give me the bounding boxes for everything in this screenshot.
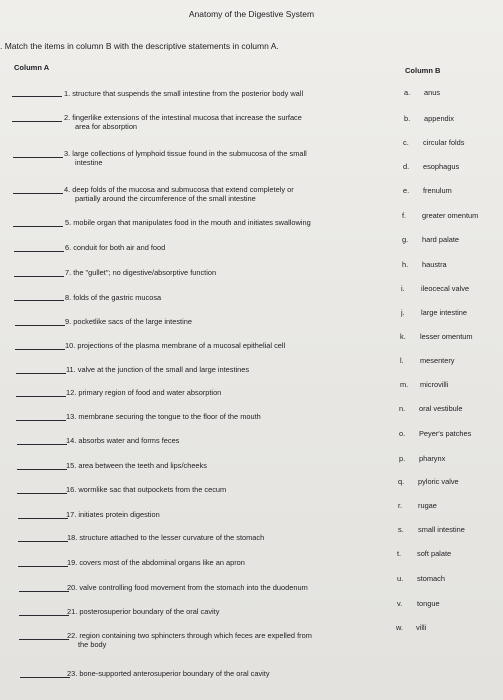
statement-item — [65, 269, 216, 278]
option-item — [398, 525, 465, 534]
answer-blank[interactable] — [19, 639, 69, 640]
statement-text: 10. projections of the plasma membrane of a mucosal epithelial cell — [65, 341, 286, 350]
option-term: lesser omentum — [420, 332, 473, 341]
statement-item — [67, 559, 245, 568]
statement-text: 11. valve at the junction of the small and large intestines — [66, 365, 250, 374]
answer-blank[interactable] — [17, 444, 67, 445]
option-item — [399, 429, 471, 438]
statement-text-continued: partially around the circumference of the small intestine — [75, 193, 256, 203]
option-term: appendix — [424, 114, 454, 123]
statement-text: 16. wormlike sac that outpockets from the cecum — [66, 485, 227, 494]
option-term: microvilli — [420, 380, 449, 389]
option-item — [402, 235, 459, 244]
option-letter: b. — [404, 114, 411, 123]
option-term: ileocecal valve — [421, 284, 470, 293]
answer-blank[interactable] — [16, 420, 66, 421]
statement-item — [67, 670, 270, 679]
statement-item — [66, 437, 179, 446]
answer-blank[interactable] — [14, 251, 64, 252]
option-letter: m. — [400, 380, 409, 389]
option-item — [398, 501, 437, 510]
statement-item — [64, 90, 303, 99]
option-term: large intestine — [421, 308, 468, 317]
statement-text: 7. the "gullet"; no digestive/absorptive function — [65, 268, 217, 277]
option-item — [404, 114, 454, 123]
statement-item — [64, 186, 294, 203]
option-letter: p. — [399, 454, 406, 463]
option-letter: j. — [401, 308, 405, 317]
option-item — [403, 162, 459, 171]
option-item — [399, 404, 463, 413]
answer-blank[interactable] — [17, 493, 67, 494]
option-term: pharynx — [419, 454, 446, 463]
statement-text: 18. structure attached to the lesser curvature of the stomach — [67, 533, 265, 542]
option-letter: c. — [403, 138, 409, 147]
option-item — [401, 308, 467, 317]
statement-item — [67, 608, 219, 617]
statement-text: 22. region containing two sphincters through which feces are expelled from — [67, 631, 312, 640]
option-letter: k. — [400, 332, 406, 341]
statement-text: 20. valve controlling food movement from the stomach into the duodenum — [67, 583, 308, 592]
option-letter: w. — [396, 623, 403, 632]
answer-blank[interactable] — [20, 677, 70, 678]
option-item — [402, 211, 478, 220]
statement-item — [64, 150, 307, 167]
option-letter: n. — [399, 404, 406, 413]
worksheet-title: Anatomy of the Digestive System — [188, 9, 315, 19]
option-term: anus — [424, 88, 441, 97]
answer-blank[interactable] — [13, 193, 63, 194]
statement-text: 12. primary region of food and water absorption — [66, 388, 222, 397]
answer-blank[interactable] — [13, 226, 63, 227]
statement-text: 6. conduit for both air and food — [65, 243, 166, 252]
option-term: small intestine — [418, 525, 465, 534]
option-term: rugae — [418, 501, 437, 510]
option-term: villi — [416, 623, 427, 632]
option-item — [400, 380, 448, 389]
option-item — [402, 260, 447, 269]
statement-text: 3. large collections of lymphoid tissue found in the submucosa of the small — [64, 149, 307, 158]
option-term: oral vestibule — [419, 404, 463, 413]
option-term: haustra — [422, 260, 447, 269]
option-letter: h. — [402, 260, 409, 269]
statement-text: 5. mobile organ that manipulates food in the mouth and initiates swallowing — [65, 218, 311, 227]
option-letter: i. — [401, 284, 405, 293]
statement-item — [67, 632, 312, 649]
statement-text: 17. initiates protein digestion — [66, 510, 160, 519]
statement-item — [65, 219, 311, 228]
instruction-text: . Match the items in column B with the descriptive statements in column A. — [0, 41, 279, 51]
option-item — [397, 549, 451, 558]
option-letter: t. — [397, 549, 402, 558]
statement-text: 8. folds of the gastric mucosa — [65, 293, 162, 302]
statement-item — [67, 534, 264, 543]
statement-item — [67, 584, 308, 593]
answer-blank[interactable] — [18, 566, 68, 567]
option-term: Peyer's patches — [419, 429, 472, 438]
statement-text-continued: intestine — [75, 157, 103, 167]
option-letter: s. — [398, 525, 404, 534]
option-item — [398, 477, 459, 486]
answer-blank[interactable] — [18, 518, 68, 519]
column-b-header: Column B — [405, 66, 441, 75]
statement-text: 9. pocketlike sacs of the large intestine — [65, 317, 192, 326]
option-term: greater omentum — [422, 211, 479, 220]
option-item — [399, 454, 445, 463]
statement-text: 23. bone-supported anterosuperior boundary of the oral cavity — [67, 669, 270, 678]
option-item — [396, 623, 426, 632]
statement-text: 21. posterosuperior boundary of the oral cavity — [67, 607, 220, 616]
answer-blank[interactable] — [16, 396, 66, 397]
statement-text: 14. absorbs water and forms feces — [66, 436, 180, 445]
answer-blank[interactable] — [15, 325, 65, 326]
statement-item — [65, 342, 285, 351]
option-term: esophagus — [423, 162, 460, 171]
option-letter: a. — [404, 88, 411, 97]
option-letter: o. — [399, 429, 406, 438]
statement-text: 1. structure that suspends the small intestine from the posterior body wall — [64, 89, 304, 98]
option-term: mesentery — [420, 356, 455, 365]
option-item — [397, 574, 445, 583]
statement-item — [66, 486, 226, 495]
answer-blank[interactable] — [12, 96, 62, 97]
option-letter: q. — [398, 477, 405, 486]
option-item — [403, 138, 464, 147]
statement-text-continued: area for absorption — [75, 121, 138, 131]
option-term: hard palate — [422, 235, 459, 244]
answer-blank[interactable] — [16, 373, 66, 374]
answer-blank[interactable] — [19, 615, 69, 616]
statement-text: 13. membrane securing the tongue to the floor of the mouth — [66, 412, 261, 421]
option-item — [404, 88, 440, 97]
option-letter: e. — [403, 186, 410, 195]
answer-blank[interactable] — [13, 157, 63, 158]
option-letter: v. — [397, 599, 403, 608]
option-letter: u. — [397, 574, 404, 583]
option-letter: l. — [400, 356, 404, 365]
option-item — [403, 186, 452, 195]
option-item — [400, 332, 473, 341]
statement-text: 2. fingerlike extensions of the intestinal mucosa that increase the surface — [64, 113, 302, 122]
statement-item — [65, 244, 165, 253]
option-term: tongue — [417, 599, 440, 608]
answer-blank[interactable] — [19, 591, 69, 592]
option-term: stomach — [417, 574, 445, 583]
statement-item — [64, 114, 302, 131]
statement-item — [66, 462, 207, 471]
answer-blank[interactable] — [14, 300, 64, 301]
statement-item — [66, 511, 160, 520]
statement-text: 15. area between the teeth and lips/cheeks — [66, 461, 207, 470]
option-letter: f. — [402, 211, 407, 220]
option-item — [400, 356, 455, 365]
option-item — [401, 284, 469, 293]
option-letter: d. — [403, 162, 410, 171]
statement-text: 4. deep folds of the mucosa and submucosa that extend completely or — [64, 185, 294, 194]
option-term: frenulum — [423, 186, 452, 195]
option-term: circular folds — [423, 138, 465, 147]
answer-blank[interactable] — [12, 121, 62, 122]
answer-blank[interactable] — [18, 541, 68, 542]
answer-blank[interactable] — [15, 349, 65, 350]
option-item — [397, 599, 440, 608]
statement-item — [66, 389, 221, 398]
statement-item — [66, 413, 261, 422]
column-a-header: Column A — [14, 63, 50, 72]
answer-blank[interactable] — [14, 276, 64, 277]
option-term: pyloric valve — [418, 477, 459, 486]
statement-text-continued: the body — [78, 639, 107, 649]
statement-text: 19. covers most of the abdominal organs like an apron — [67, 558, 245, 567]
statement-item — [65, 318, 192, 327]
answer-blank[interactable] — [17, 469, 67, 470]
statement-item — [66, 366, 249, 375]
option-letter: r. — [398, 501, 403, 510]
option-letter: g. — [402, 235, 409, 244]
statement-item — [65, 294, 161, 303]
option-term: soft palate — [417, 549, 452, 558]
